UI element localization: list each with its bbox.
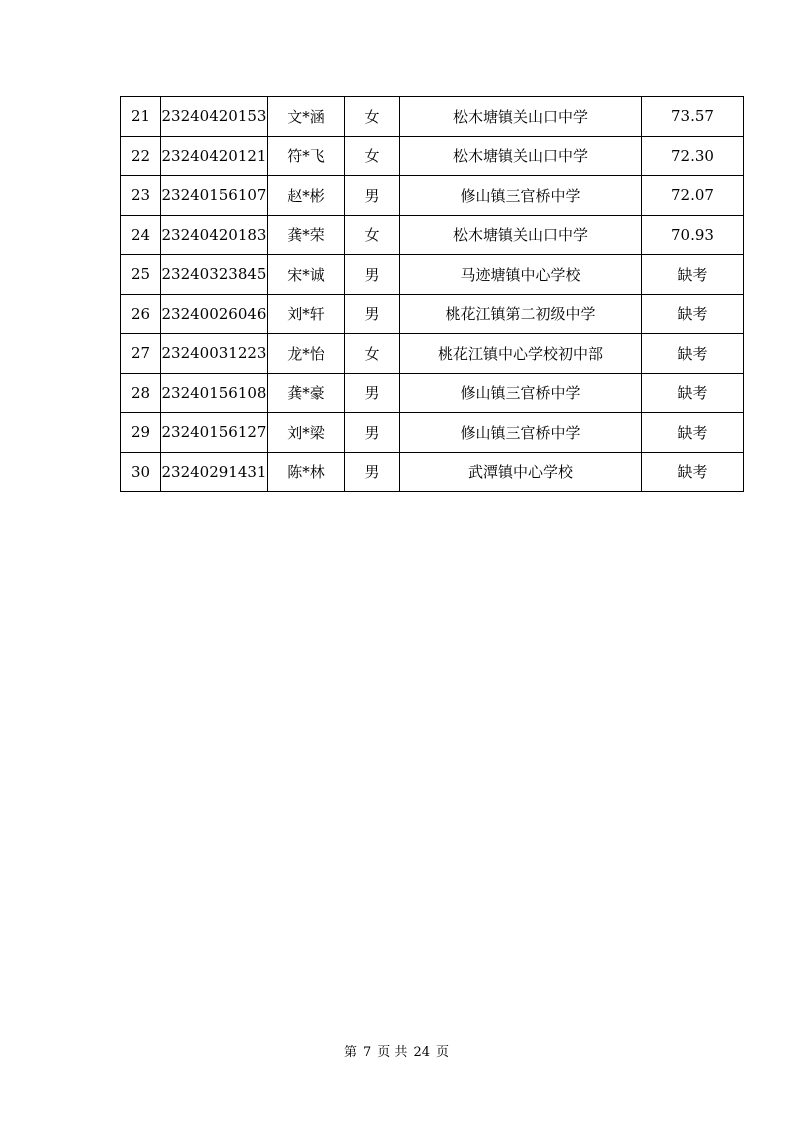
gender-cell: 女 [345, 136, 400, 176]
page-current-number: 7 [363, 1045, 372, 1060]
table-row [121, 215, 744, 255]
gender-cell: 男 [345, 452, 400, 492]
table-row [121, 294, 744, 334]
page-prefix: 第 [344, 1045, 358, 1060]
table-row [121, 373, 744, 413]
school-cell: 修山镇三官桥中学 [400, 413, 642, 453]
gender-cell: 男 [345, 373, 400, 413]
school-cell: 修山镇三官桥中学 [400, 373, 642, 413]
candidate-id-cell: 23240156108 [161, 373, 268, 413]
gender-cell: 男 [345, 176, 400, 216]
table-row [121, 255, 744, 295]
school-cell: 松木塘镇关山口中学 [400, 215, 642, 255]
school-cell: 修山镇三官桥中学 [400, 176, 642, 216]
gender-cell: 男 [345, 255, 400, 295]
table-row [121, 413, 744, 453]
page-total-number: 24 [413, 1045, 430, 1060]
candidate-name-cell: 龚*荣 [268, 215, 345, 255]
candidate-name-cell: 龚*豪 [268, 373, 345, 413]
table-row [121, 97, 744, 137]
candidate-name-cell: 龙*怡 [268, 334, 345, 374]
candidate-id-cell: 23240026046 [161, 294, 268, 334]
candidate-name-cell: 赵*彬 [268, 176, 345, 216]
score-cell: 缺考 [642, 255, 744, 295]
row-number-cell: 28 [121, 373, 161, 413]
page-footer [0, 1041, 793, 1060]
score-cell: 73.57 [642, 97, 744, 137]
candidate-id-cell: 23240291431 [161, 452, 268, 492]
candidate-name-cell: 刘*梁 [268, 413, 345, 453]
row-number-cell: 26 [121, 294, 161, 334]
candidate-name-cell: 文*涵 [268, 97, 345, 137]
candidate-name-cell: 宋*诚 [268, 255, 345, 295]
score-cell: 70.93 [642, 215, 744, 255]
candidate-id-cell: 23240420183 [161, 215, 268, 255]
candidate-name-cell: 刘*轩 [268, 294, 345, 334]
row-number-cell: 21 [121, 97, 161, 137]
table-row [121, 136, 744, 176]
score-cell: 72.07 [642, 176, 744, 216]
candidate-id-cell: 23240156127 [161, 413, 268, 453]
page-suffix: 页 [435, 1045, 449, 1060]
score-table [120, 96, 744, 492]
school-cell: 桃花江镇中心学校初中部 [400, 334, 642, 374]
page-middle-text: 页 共 [377, 1045, 408, 1060]
gender-cell: 男 [345, 294, 400, 334]
row-number-cell: 25 [121, 255, 161, 295]
candidate-id-cell: 23240323845 [161, 255, 268, 295]
score-cell: 缺考 [642, 413, 744, 453]
candidate-id-cell: 23240420153 [161, 97, 268, 137]
score-cell: 缺考 [642, 334, 744, 374]
gender-cell: 女 [345, 215, 400, 255]
gender-cell: 男 [345, 413, 400, 453]
school-cell: 松木塘镇关山口中学 [400, 136, 642, 176]
candidate-id-cell: 23240031223 [161, 334, 268, 374]
row-number-cell: 23 [121, 176, 161, 216]
table-row [121, 452, 744, 492]
school-cell: 马迹塘镇中心学校 [400, 255, 642, 295]
score-cell: 72.30 [642, 136, 744, 176]
score-cell: 缺考 [642, 294, 744, 334]
table-row [121, 334, 744, 374]
gender-cell: 女 [345, 334, 400, 374]
score-cell: 缺考 [642, 452, 744, 492]
table-body [121, 97, 744, 492]
candidate-id-cell: 23240156107 [161, 176, 268, 216]
school-cell: 桃花江镇第二初级中学 [400, 294, 642, 334]
row-number-cell: 30 [121, 452, 161, 492]
row-number-cell: 29 [121, 413, 161, 453]
school-cell: 武潭镇中心学校 [400, 452, 642, 492]
row-number-cell: 27 [121, 334, 161, 374]
candidate-name-cell: 陈*林 [268, 452, 345, 492]
candidate-name-cell: 符*飞 [268, 136, 345, 176]
row-number-cell: 24 [121, 215, 161, 255]
candidate-id-cell: 23240420121 [161, 136, 268, 176]
gender-cell: 女 [345, 97, 400, 137]
score-cell: 缺考 [642, 373, 744, 413]
table-row [121, 176, 744, 216]
row-number-cell: 22 [121, 136, 161, 176]
school-cell: 松木塘镇关山口中学 [400, 97, 642, 137]
